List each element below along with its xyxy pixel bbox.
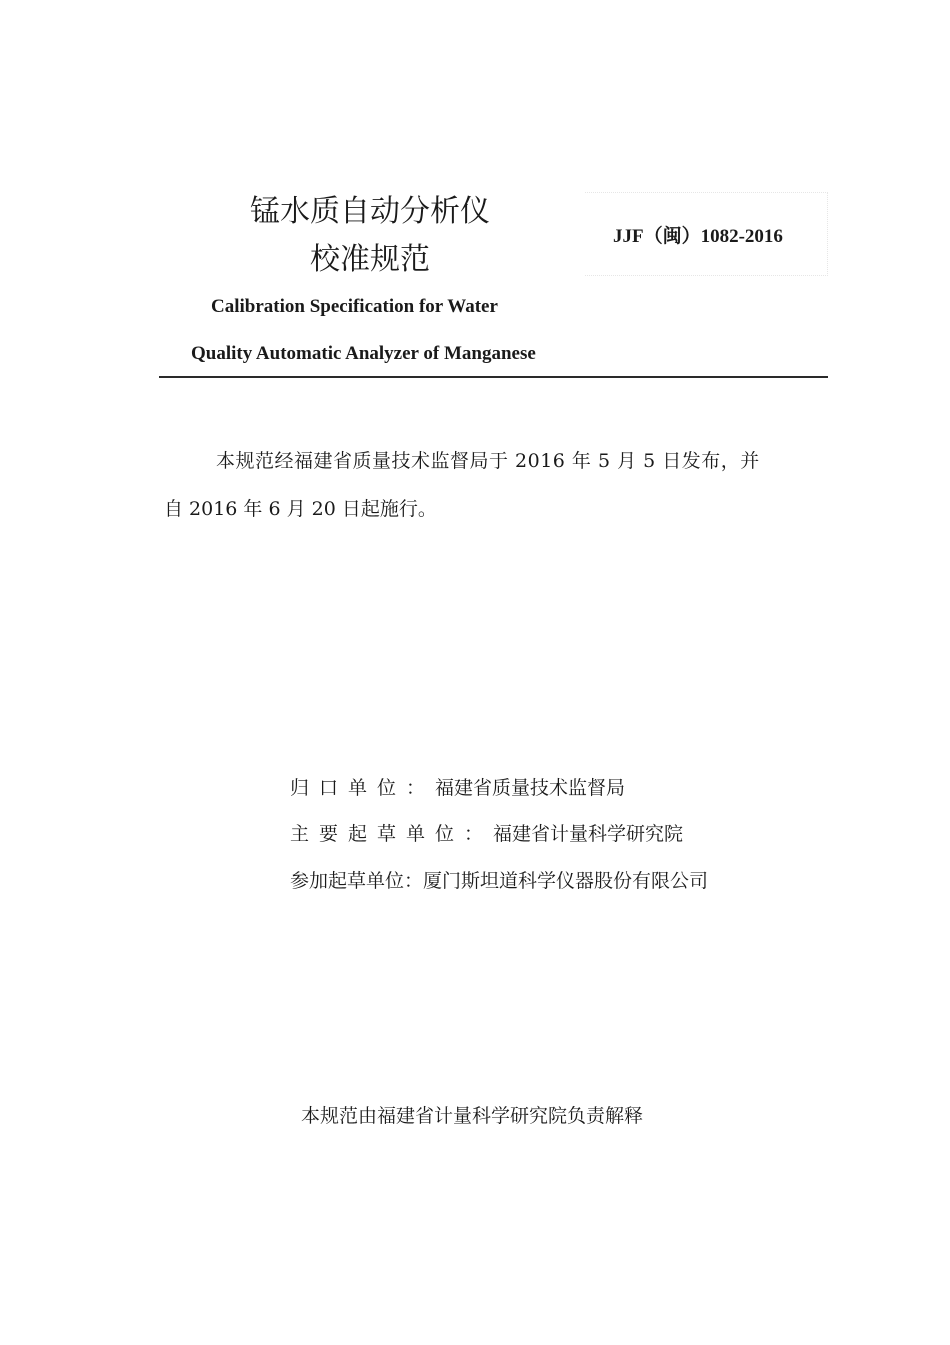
- interpretation-statement: 本规范由福建省计量科学研究院负责解释: [301, 1105, 644, 1127]
- title-en-line-1: Calibration Specification for Water: [211, 296, 498, 317]
- publication-notice-line-1: 本规范经福建省质量技术监督局于 2016 年 5 月 5 日发布，并: [216, 450, 760, 472]
- responsible-unit-value: 福建省质量技术监督局: [435, 777, 626, 799]
- title-cn-line-1: 锰水质自动分析仪: [250, 194, 490, 229]
- title-en-line-2: Quality Automatic Analyzer of Manganese: [191, 343, 536, 364]
- main-drafting-unit-label: 主要起草单位：: [290, 823, 494, 845]
- main-drafting-unit-value: 福建省计量科学研究院: [493, 823, 684, 845]
- participating-drafting-unit-label: 参加起草单位：: [290, 870, 424, 892]
- title-cn-line-2: 校准规范: [310, 242, 430, 277]
- header-divider: [159, 376, 828, 378]
- responsible-unit-label: 归口单位：: [290, 777, 436, 799]
- specification-code: JJF（闽）1082-2016: [613, 226, 783, 247]
- participating-drafting-unit-value: 厦门斯坦道科学仪器股份有限公司: [423, 870, 709, 892]
- main-drafting-unit: [290, 821, 683, 847]
- publication-notice-line-2: 自 2016 年 6 月 20 日起施行。: [164, 498, 437, 520]
- responsible-unit: [290, 775, 625, 801]
- participating-drafting-unit: [290, 868, 708, 894]
